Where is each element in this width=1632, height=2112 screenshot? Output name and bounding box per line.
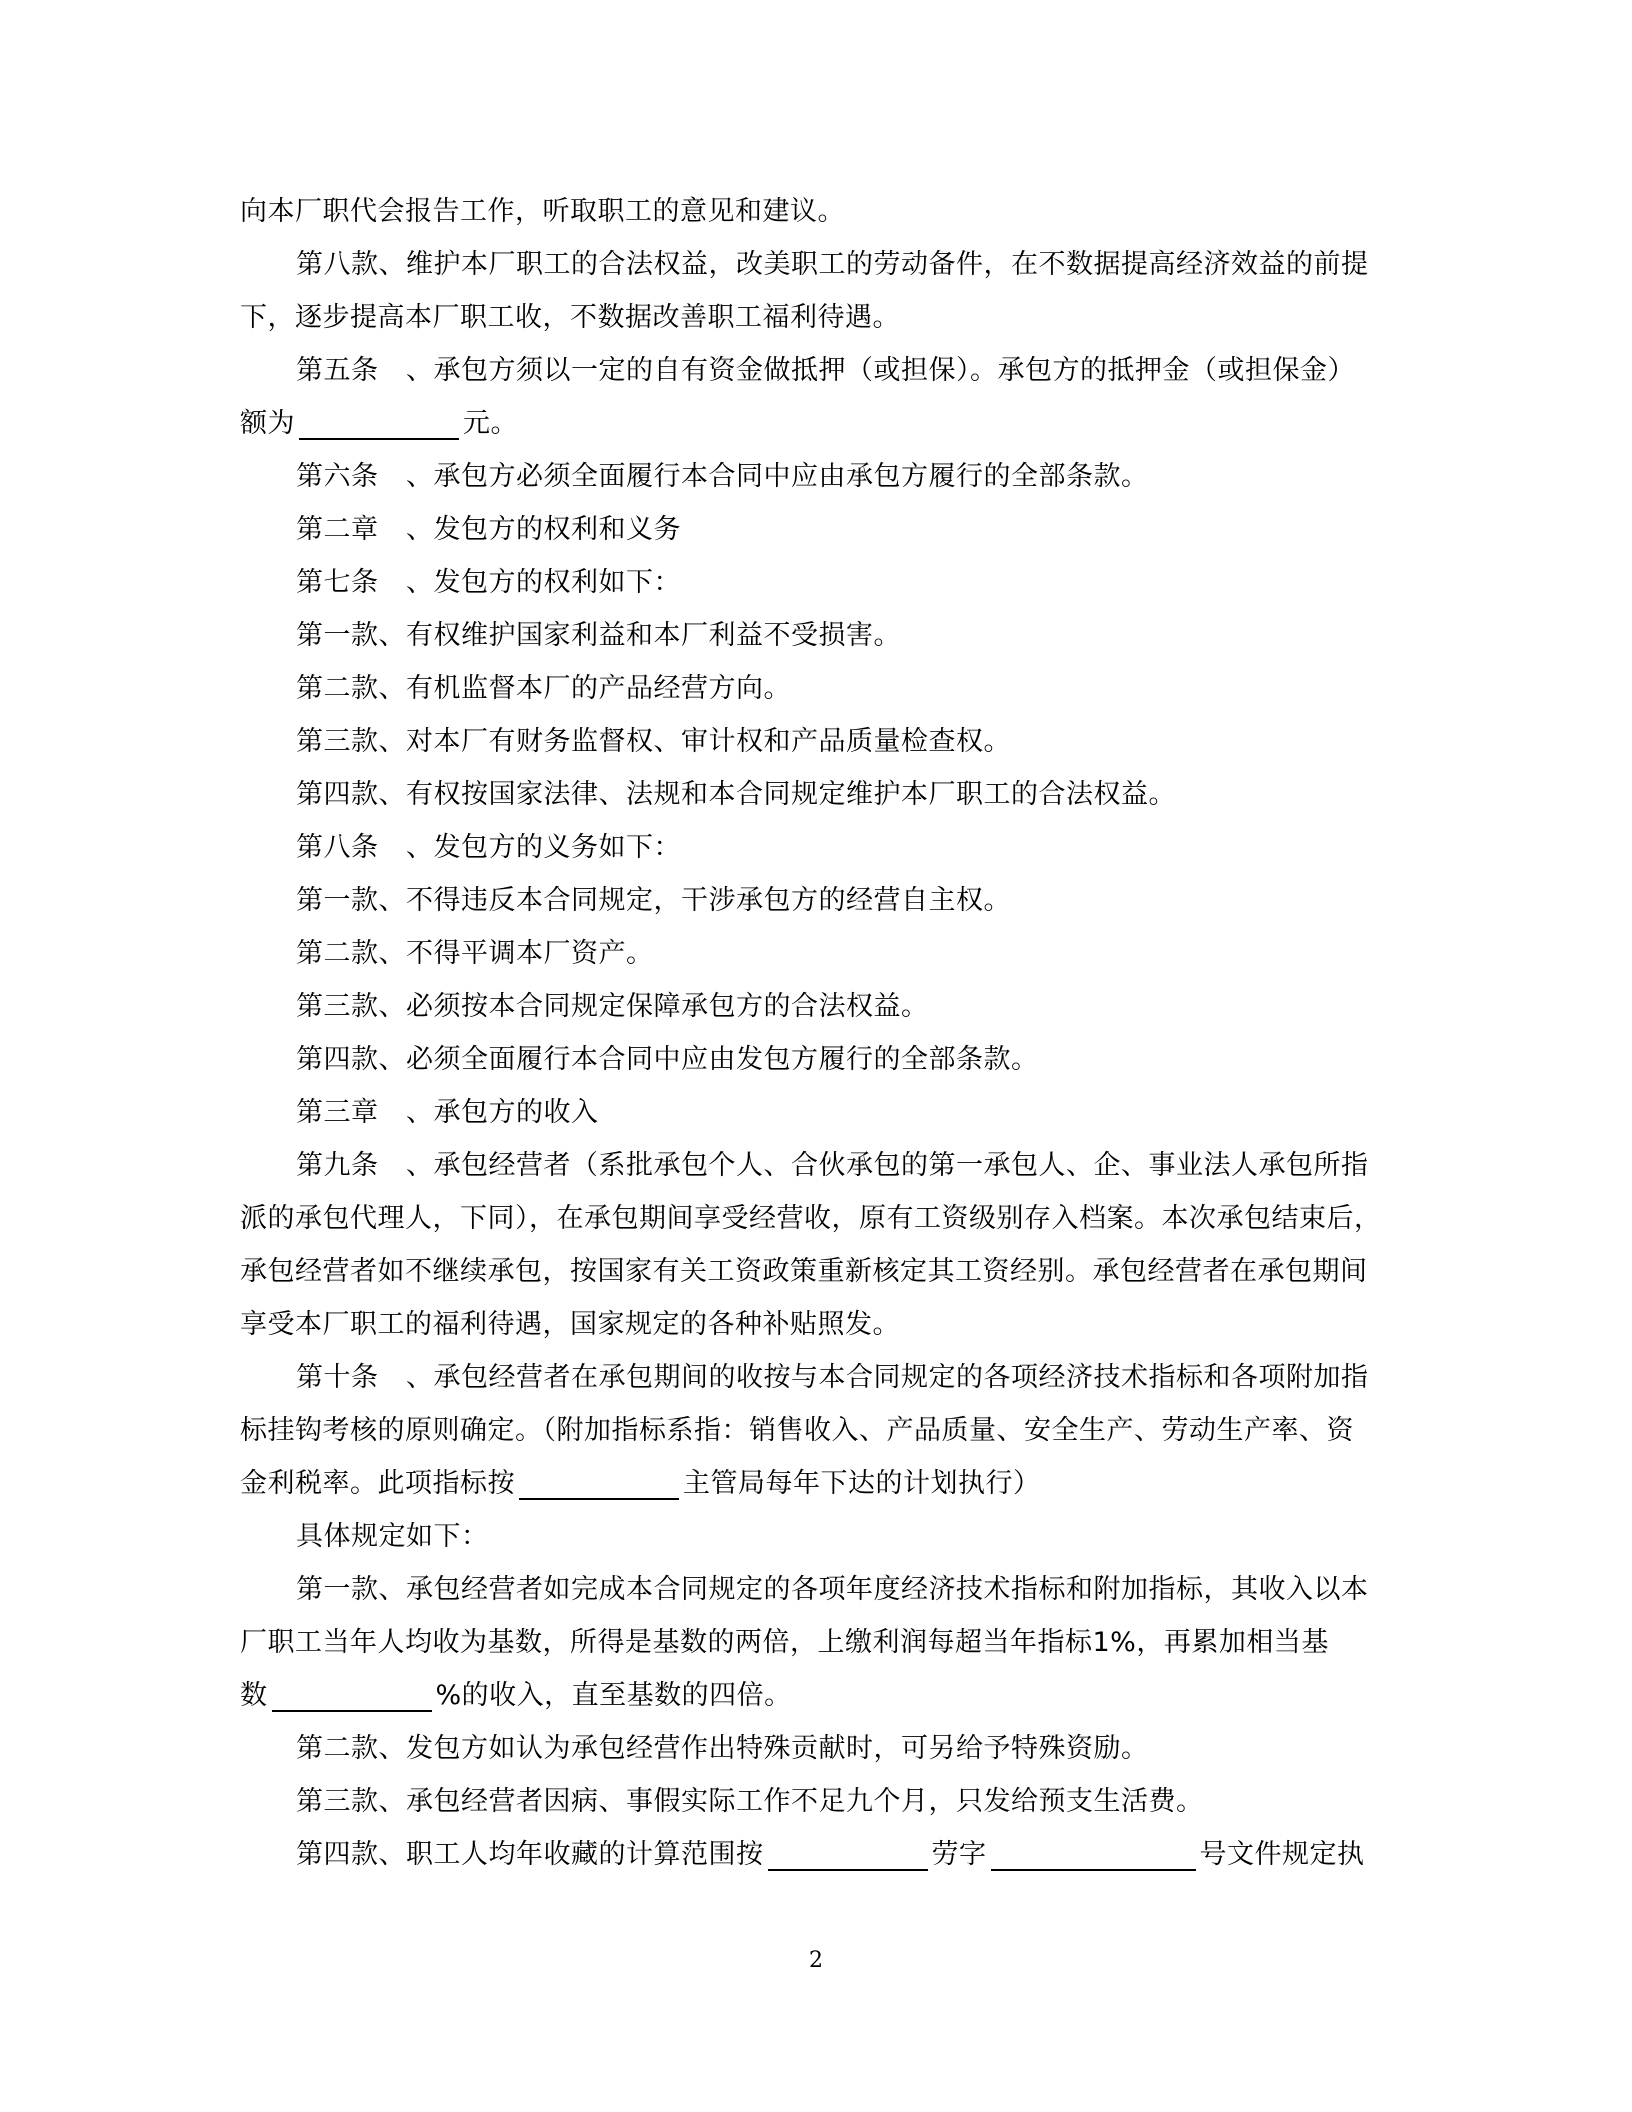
article-text: 、承包方须以一定的自有资金做抵押（或担保）。承包方的抵押金（或担保金）	[406, 355, 1355, 386]
text-line	[296, 557, 1446, 609]
line-text-post: 号文件规定执	[1199, 1839, 1365, 1870]
article-heading: 第八条	[296, 832, 379, 863]
fill-blank[interactable]	[519, 1462, 679, 1500]
text-line: 标挂钩考核的原则确定。（附加指标系指：销售收入、产品质量、安全生产、劳动生产率、资	[240, 1415, 1354, 1446]
text-line: 第一款、不得违反本合同规定，干涉承包方的经营自主权。	[296, 885, 1011, 916]
text-line: 厂职工当年人均收为基数，所得是基数的两倍，上缴利润每超当年指标1%，再累加相当基	[240, 1627, 1329, 1658]
line-text-pre: 额为	[240, 408, 295, 439]
text-line	[296, 345, 1446, 397]
text-line: 第八款、维护本厂职工的合法权益，改美职工的劳动备件，在不数据提高经济效益的前提	[296, 249, 1369, 280]
article-text: 、承包方必须全面履行本合同中应由承包方履行的全部条款。	[406, 461, 1149, 492]
article-heading: 第十条	[296, 1362, 379, 1393]
text-line	[240, 398, 1390, 450]
article-heading: 第九条	[296, 1150, 379, 1181]
line-text-post: 元。	[463, 408, 518, 439]
line-text-mid: 劳字	[931, 1839, 987, 1870]
text-line	[296, 1829, 1446, 1881]
text-line	[296, 451, 1446, 503]
text-line: 第三款、承包经营者因病、事假实际工作不足九个月，只发给预支生活费。	[296, 1786, 1204, 1817]
article-text: 、发包方的义务如下：	[406, 832, 681, 863]
text-line: 具体规定如下：	[296, 1521, 489, 1552]
text-line: 第一款、承包经营者如完成本合同规定的各项年度经济技术指标和附加指标，其收入以本	[296, 1574, 1369, 1605]
fill-blank[interactable]	[272, 1674, 432, 1712]
text-line	[296, 504, 1446, 556]
article-text: 、发包方的权利如下：	[406, 567, 681, 598]
text-line	[240, 1458, 1390, 1510]
text-line: 第一款、有权维护国家利益和本厂利益不受损害。	[296, 620, 901, 651]
text-line	[240, 1670, 1390, 1722]
text-line: 向本厂职代会报告工作，听取职工的意见和建议。	[240, 196, 845, 227]
text-line: 承包经营者如不继续承包，按国家有关工资政策重新核定其工资经别。承包经营者在承包期间	[240, 1256, 1368, 1287]
text-line: 第二款、有机监督本厂的产品经营方向。	[296, 673, 791, 704]
article-heading: 第七条	[296, 567, 379, 598]
text-line: 第三款、对本厂有财务监督权、审计权和产品质量检查权。	[296, 726, 1011, 757]
page-number: 2	[809, 1948, 823, 1973]
text-line: 第二款、发包方如认为承包经营作出特殊贡献时，可另给予特殊资励。	[296, 1733, 1149, 1764]
fill-blank[interactable]	[299, 402, 459, 440]
article-text: 、承包经营者在承包期间的收按与本合同规定的各项经济技术指标和各项附加指	[406, 1362, 1369, 1393]
line-text-pre: 金利税率。此项指标按	[240, 1468, 515, 1499]
text-line: 下，逐步提高本厂职工收，不数据改善职工福利待遇。	[240, 302, 900, 333]
line-text-post: %的收入，直至基数的四倍。	[435, 1680, 792, 1711]
text-line	[296, 1140, 1446, 1192]
text-line: 第四款、有权按国家法律、法规和本合同规定维护本厂职工的合法权益。	[296, 779, 1176, 810]
line-text-pre: 数	[240, 1680, 268, 1711]
fill-blank[interactable]	[991, 1833, 1196, 1871]
article-heading: 第六条	[296, 461, 379, 492]
chapter-text: 、承包方的收入	[406, 1097, 599, 1128]
line-text-pre: 第四款、职工人均年收藏的计算范围按	[296, 1839, 764, 1870]
text-line	[296, 1352, 1446, 1404]
line-text-post: 主管局每年下达的计划执行）	[683, 1468, 1041, 1499]
text-line: 享受本厂职工的福利待遇，国家规定的各种补贴照发。	[240, 1309, 900, 1340]
chapter-heading: 第三章	[296, 1097, 379, 1128]
text-line: 派的承包代理人，下同），在承包期间享受经营收，原有工资级别存入档案。本次承包结束后，	[240, 1203, 1382, 1234]
text-line: 第四款、必须全面履行本合同中应由发包方履行的全部条款。	[296, 1044, 1039, 1075]
article-text: 、承包经营者（系批承包个人、合伙承包的第一承包人、企、事业法人承包所指	[406, 1150, 1369, 1181]
article-heading: 第五条	[296, 355, 379, 386]
chapter-heading: 第二章	[296, 514, 379, 545]
fill-blank[interactable]	[768, 1833, 928, 1871]
chapter-text: 、发包方的权利和义务	[406, 514, 681, 545]
text-line	[296, 822, 1446, 874]
text-line: 第二款、不得平调本厂资产。	[296, 938, 654, 969]
text-line: 第三款、必须按本合同规定保障承包方的合法权益。	[296, 991, 929, 1022]
text-line	[296, 1087, 1446, 1139]
